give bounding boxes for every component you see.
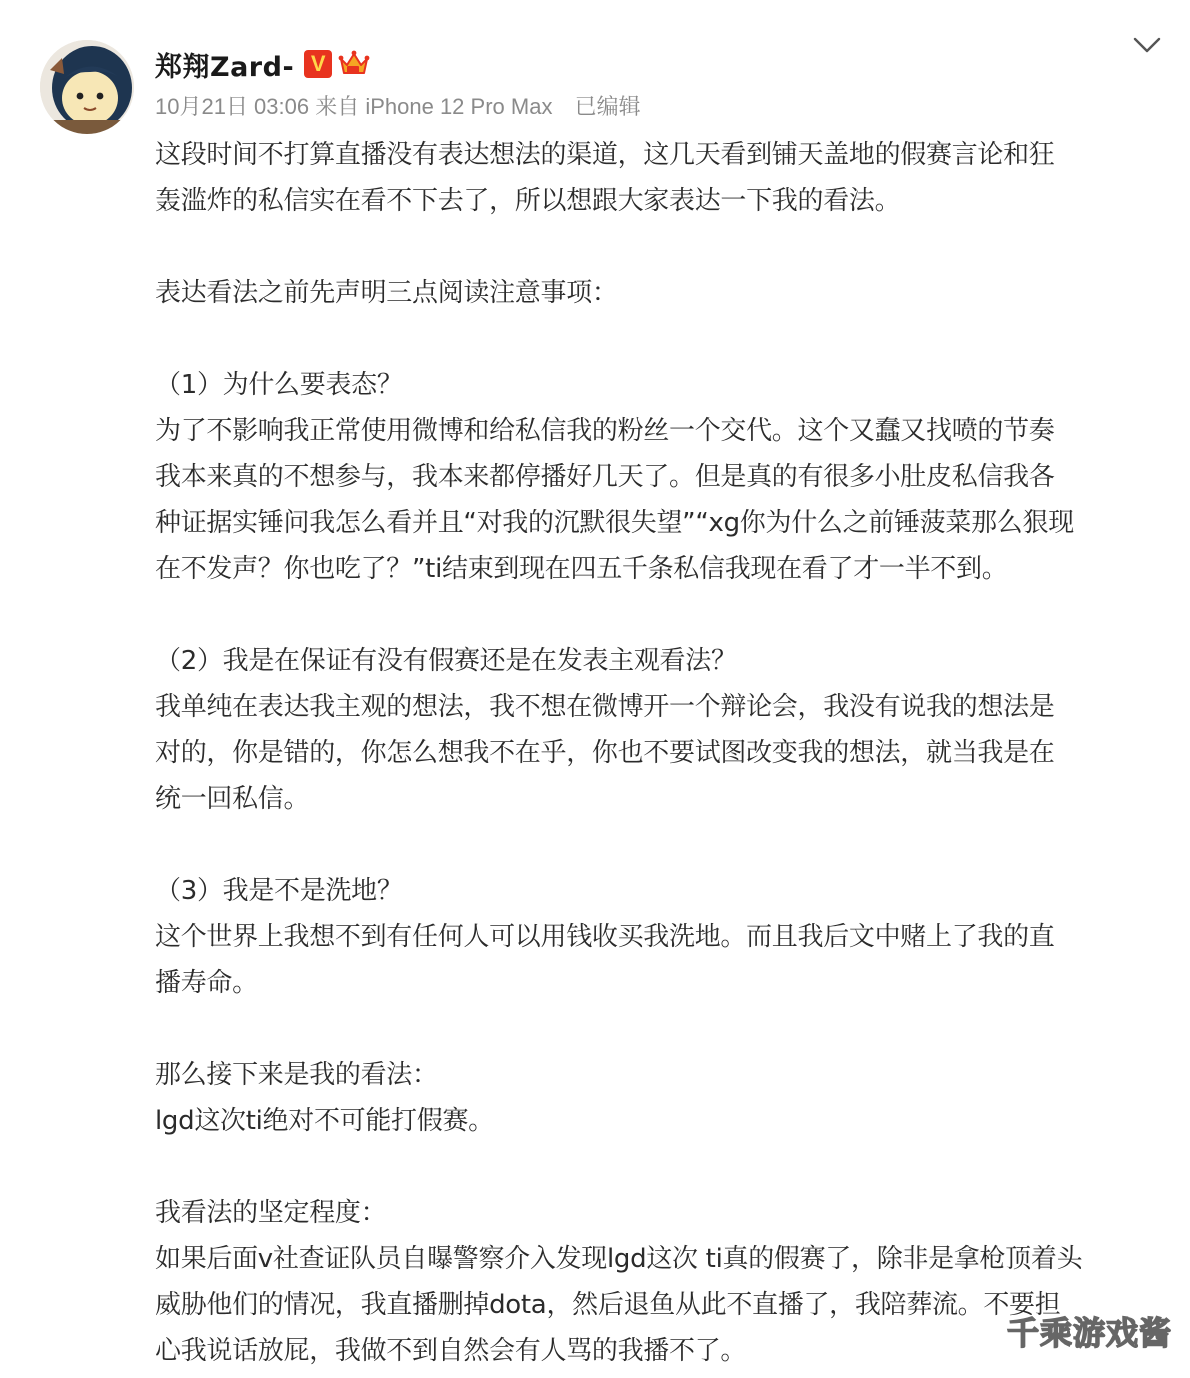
post-line: 轰滥炸的私信实在看不下去了，所以想跟大家表达一下我的看法。: [155, 186, 901, 216]
post-line: [155, 224, 1155, 270]
post-line: 我单纯在表达我主观的想法，我不想在微博开一个辩论会，我没有说我的想法是: [155, 692, 1055, 722]
post-line: [155, 316, 1155, 362]
author-row: [155, 44, 1120, 84]
post-line: 那么接下来是我的看法：: [155, 1060, 438, 1090]
post-line: 心我说话放屁，我做不到自然会有人骂的我播不了。: [155, 1336, 747, 1366]
post-line: [155, 1144, 1155, 1190]
crown-icon[interactable]: [338, 49, 370, 79]
post-line: [155, 822, 1155, 868]
post-line: 这个世界上我想不到有任何人可以用钱收买我洗地。而且我后文中赌上了我的直: [155, 922, 1055, 952]
author-avatar[interactable]: [40, 40, 134, 134]
post-line: lgd这次ti绝对不可能打假赛。: [155, 1106, 494, 1136]
post-line: 统一回私信。: [155, 784, 310, 814]
watermark: 千乘游戏酱: [1006, 1314, 1172, 1352]
post-header: [155, 44, 1120, 121]
post-line: 播寿命。: [155, 968, 258, 998]
post-line: 对的，你是错的，你怎么想我不在乎，你也不要试图改变我的想法，就当我是在: [155, 738, 1055, 768]
post-line: 如果后面v社查证队员自曝警察介入发现lgd这次 ti真的假赛了，除非是拿枪顶着头: [155, 1244, 1083, 1274]
post-line: 这段时间不打算直播没有表达想法的渠道，这几天看到铺天盖地的假赛言论和狂: [155, 140, 1055, 170]
post-line: 种证据实锤问我怎么看并且“对我的沉默很失望”“xg你为什么之前锤菠菜那么狠现: [155, 508, 1074, 538]
post-section-heading: （2）我是在保证有没有假赛还是在发表主观看法？: [155, 646, 737, 676]
post-section-heading: （1）为什么要表态？: [155, 370, 403, 400]
post-line: 我看法的坚定程度：: [155, 1198, 387, 1228]
post-line: [155, 1006, 1155, 1052]
post-meta: [155, 90, 1120, 121]
post-line: [155, 592, 1155, 638]
post-line: 为了不影响我正常使用微博和给私信我的粉丝一个交代。这个又蠢又找喷的节奏: [155, 416, 1055, 446]
post-section-heading: （3）我是不是洗地？: [155, 876, 403, 906]
post-line: 我本来真的不想参与，我本来都停播好几天了。但是真的有很多小肚皮私信我各: [155, 462, 1055, 492]
verified-badge[interactable]: V: [304, 50, 332, 78]
post-line: 威胁他们的情况，我直播删掉dota，然后退鱼从此不直播了，我陪葬流。不要担: [155, 1290, 1061, 1320]
chevron-down-icon[interactable]: [1132, 34, 1162, 58]
edited-label[interactable]: 已编辑: [574, 94, 641, 119]
post-body: [155, 132, 1155, 1374]
post-line: 表达看法之前先声明三点阅读注意事项：: [155, 278, 618, 308]
author-name[interactable]: 郑翔Zard-: [155, 51, 295, 83]
cartoon-avatar-icon: [40, 40, 134, 134]
post-date-source: 10月21日 03:06 来自 iPhone 12 Pro Max: [155, 94, 553, 119]
post-line: 在不发声？你也吃了？”ti结束到现在四五千条私信我现在看了才一半不到。: [155, 554, 1008, 584]
